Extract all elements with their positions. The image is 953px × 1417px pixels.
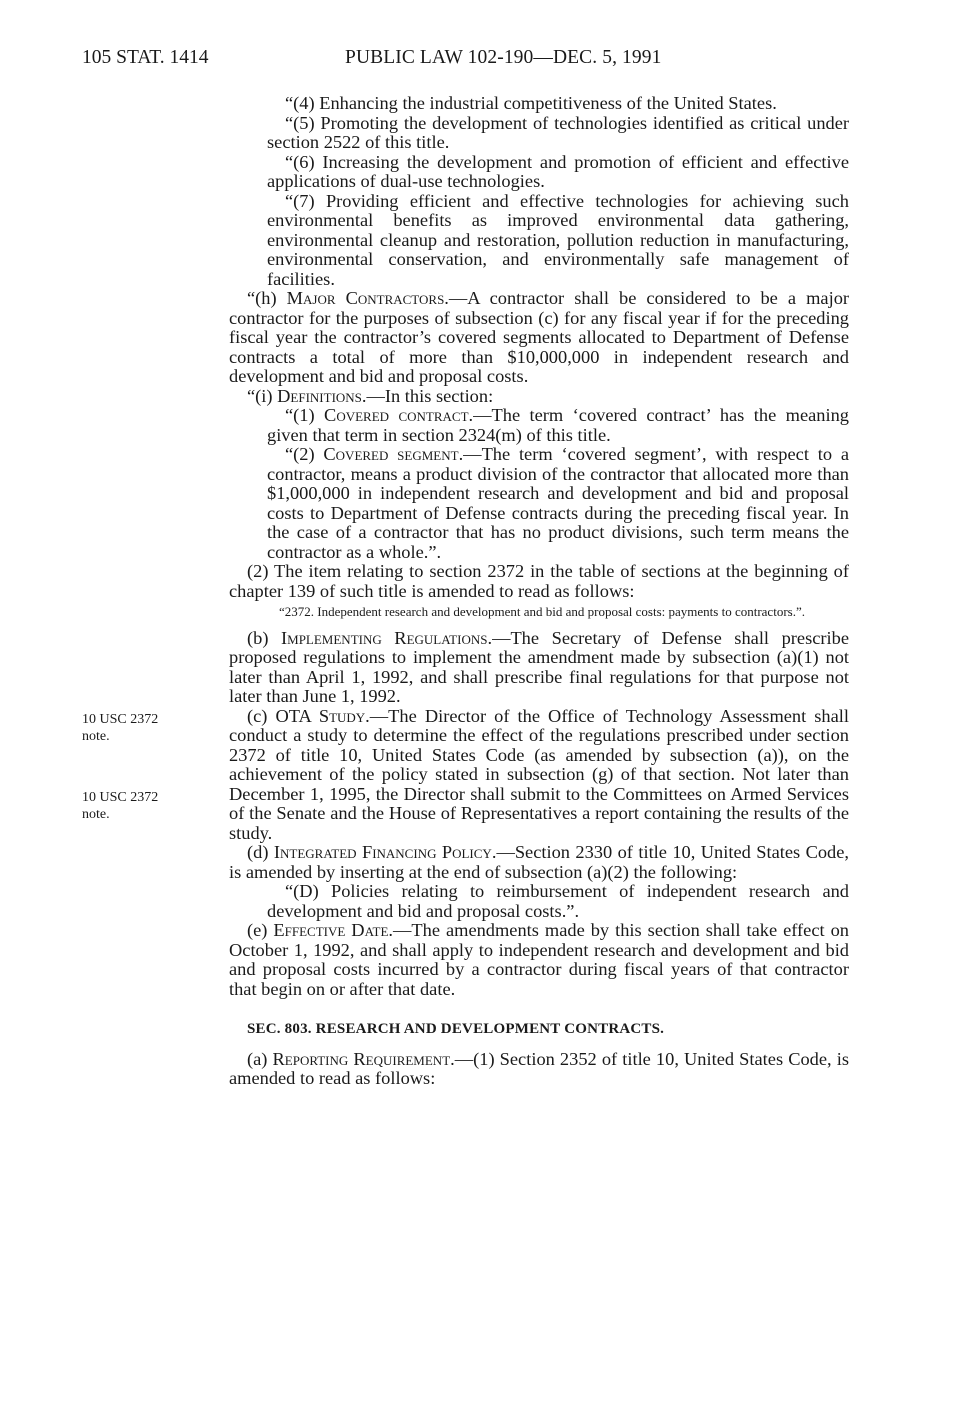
- margin-note-citation: 10 USC 2372: [82, 790, 159, 805]
- paragraph-7: “(7) Providing efficient and effective technologies for achieving such environmental benefits as improved environmental data gathering, environmental cleanup and restoration, pollution reduction in manufacturing, environmental conservation, and environmentally safe management of facilities.: [267, 190, 849, 289]
- subsection-b-number: (b): [247, 627, 282, 648]
- body-text: [229, 94, 849, 1089]
- subsection-d: [229, 843, 849, 882]
- subsection-i: [229, 387, 849, 407]
- subsection-c-heading: Study.: [318, 705, 370, 726]
- item-2: (2) The item relating to section 2372 in the table of sections at the beginning of chapter 139 of such title is amended to read as follows:: [229, 561, 849, 601]
- subsection-e-number: (e): [247, 920, 274, 940]
- subsection-e: [229, 921, 849, 999]
- definition-2: [229, 445, 849, 562]
- subsection-b-text: —The Secretary of Defense shall prescribe proposed regulations to implement the amendment made by subsection (a)(1) not later than April 1, 1992, and shall prescribe final regulations for that purpose not later than June 1, 1992.: [229, 627, 849, 706]
- definition-1-heading: Covered contract.: [324, 405, 474, 425]
- subsection-a-text: —(1) Section 2352 of title 10, United States Code, is amended to read as follows:: [229, 1048, 849, 1088]
- page-number: 105 STAT. 1414: [82, 47, 209, 68]
- paragraph-4: “(4) Enhancing the industrial competitiveness of the United States.: [285, 93, 777, 113]
- definition-2-heading: Covered segment.: [323, 444, 464, 464]
- subsection-i-number: “(i): [247, 385, 278, 406]
- definition-2-text: —The term ‘covered segment’, with respect to a contractor, means a product division of the contractor that allocated more than $1,000,000 in independent research and development and bid and proposal costs to Department of Defense contracts during the preceding fiscal year. In the case of a contractor that has no product divisions, such term means the contractor as a whole.”.: [267, 444, 849, 562]
- margin-note: [82, 711, 158, 745]
- subsection-d-heading: Integrated Financing Policy.: [273, 842, 497, 862]
- paragraph-d-D: “(D) Policies relating to reimbursement of independent research and development and bid and proposal costs.”.: [267, 881, 849, 921]
- subsection-h-text: —A contractor shall be considered to be a major contractor for the purposes of subsection (c) for any fiscal year if for the preceding fiscal year the contractor’s covered segments allocated to Department of Defense contracts a total of more than $10,000,000 in independent research and development and bid and proposal costs.: [229, 288, 850, 386]
- subsection-a-number: (a): [247, 1048, 273, 1069]
- subsection-b-heading: Implementing Regulations.: [281, 627, 493, 648]
- subsection-a-heading: Reporting Requirement.: [272, 1048, 455, 1069]
- subsection-i-heading: Definitions.: [277, 385, 367, 406]
- margin-note: [82, 789, 158, 823]
- subsection-c: [229, 707, 849, 844]
- margin-note-label: note.: [82, 729, 110, 744]
- definition-1-text: —The term ‘covered contract’ has the meaning given that term in section 2324(m) of this title.: [267, 405, 849, 445]
- subsection-e-text: —The amendments made by this section shall take effect on October 1, 1992, and shall apply to independent research and development and bid and proposal costs incurred by a contractor during fiscal years of that contractor that begin on or after that date.: [229, 920, 849, 999]
- subsection-a: [229, 1050, 849, 1089]
- subsection-h: [229, 289, 849, 387]
- definition-1-number: “(1): [285, 405, 325, 425]
- subsection-c-number: (c) OTA: [247, 705, 319, 726]
- paragraph-5: “(5) Promoting the development of technologies identified as critical under section 2522 of this title.: [267, 112, 849, 152]
- margin-note-label: note.: [82, 807, 110, 822]
- page-header: [0, 47, 953, 73]
- subsection-d-text: —Section 2330 of title 10, United States Code, is amended by inserting at the end of subsection (a)(2) the following:: [229, 842, 850, 882]
- subsection-e-heading: Effective Date.: [273, 920, 394, 940]
- definition-2-number: “(2): [285, 444, 324, 464]
- definition-1: [229, 406, 849, 445]
- table-of-sections-entry: “2372. Independent research and development and bid and proposal costs: payments to contractors.”.: [279, 604, 805, 619]
- subsection-c-text: —The Director of the Office of Technology Assessment shall conduct a study to determine the effect of the regulations prescribed under section 2372 of title 10, United States Code (as amended by subsection (a)), on the achievement of the policy stated in subsection (g) of that section. Not later than December 1, 1995, the Director shall submit to the Committees on Armed Services of the Senate and the House of Representatives a report containing the results of the study.: [229, 705, 850, 843]
- running-head: PUBLIC LAW 102-190—DEC. 5, 1991: [345, 47, 662, 68]
- subsection-d-number: (d): [247, 842, 274, 862]
- subsection-i-text: —In this section:: [366, 385, 494, 406]
- subsection-h-heading: Major Contractors.: [286, 288, 449, 308]
- subsection-h-number: “(h): [247, 288, 287, 308]
- paragraph-6: “(6) Increasing the development and promotion of efficient and effective applications of dual-use technologies.: [267, 151, 849, 191]
- section-heading: SEC. 803. RESEARCH AND DEVELOPMENT CONTRACTS.: [247, 1021, 665, 1037]
- margin-note-citation: 10 USC 2372: [82, 712, 159, 727]
- subsection-b: [229, 629, 849, 707]
